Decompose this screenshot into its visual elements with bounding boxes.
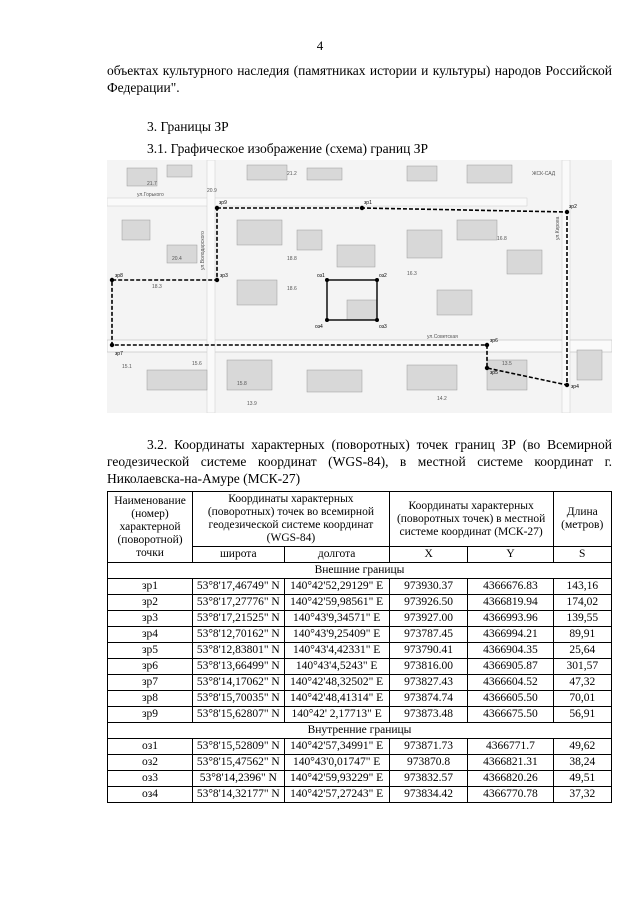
coord-y: 4366821.31 [468,755,553,771]
length: 49,62 [553,739,612,755]
longitude: 140°43'4,5243" E [284,659,389,675]
length: 38,24 [553,755,612,771]
table-row [108,771,612,787]
latitude: 53°8'17,21525" N [193,611,284,627]
longitude: 140°42'59,93229" E [284,771,389,787]
coord-y: 4366904.35 [468,643,553,659]
longitude: 140°42'59,98561" E [284,595,389,611]
coord-y: 4366605.50 [468,691,553,707]
coord-x: 973790.41 [389,643,468,659]
header-wgs: Координаты характерных (поворотных) точек во всемирной геодезической системе координат (WGS-84) [193,492,390,547]
map-block-label: 18.6 [287,286,297,292]
coord-y: 4366675.50 [468,707,553,723]
coord-y: 4366604.52 [468,675,553,691]
header-name: Наименование (номер) характерной (поворотной) точки [108,492,193,563]
coord-x: 973927.00 [389,611,468,627]
longitude: 140°42'52,29129" E [284,579,389,595]
map-point-label: зр2 [569,204,577,210]
latitude: 53°8'15,62807" N [193,707,284,723]
latitude: 53°8'14,2396" N [193,771,284,787]
coord-y: 4366676.83 [468,579,553,595]
table-row [108,659,612,675]
map-block-label: 21.7 [147,181,157,187]
map-block-label: 20.4 [172,256,182,262]
coord-x: 973873.48 [389,707,468,723]
latitude: 53°8'17,46749" N [193,579,284,595]
map-block-label: 20.9 [207,188,217,194]
latitude: 53°8'13,66499" N [193,659,284,675]
table-row [108,611,612,627]
section-outer: Внешние границы [108,563,612,579]
longitude: 140°43'4,42331" E [284,643,389,659]
map-block-label: 13.9 [247,401,257,407]
table-row [108,643,612,659]
latitude: 53°8'15,70035" N [193,691,284,707]
header-msk: Координаты характерных (поворотных точек) в местной системе координат (МСК-27) [389,492,553,547]
table-row [108,739,612,755]
coord-y: 4366993.96 [468,611,553,627]
map-block-label: 15.8 [237,381,247,387]
point-name: оз4 [108,787,193,803]
latitude: 53°8'12,70162" N [193,627,284,643]
table-row [108,787,612,803]
latitude: 53°8'15,52809" N [193,739,284,755]
length: 139,55 [553,611,612,627]
longitude: 140°42'48,41314" E [284,691,389,707]
coord-x: 973870.8 [389,755,468,771]
length: 89,91 [553,627,612,643]
latitude: 53°8'14,17062" N [193,675,284,691]
map-point-label: зр4 [571,384,579,390]
point-name: зр3 [108,611,193,627]
coord-y: 4366905.87 [468,659,553,675]
map-svg [107,160,612,413]
table-row [108,755,612,771]
coord-x: 973871.73 [389,739,468,755]
map-point-label: зр6 [490,338,498,344]
longitude: 140°42'57,34991" E [284,739,389,755]
map-block-label: 16.8 [497,236,507,242]
section-inner: Внутренние границы [108,723,612,739]
map-point-label: зр7 [115,351,123,357]
coord-y: 4366819.94 [468,595,553,611]
table-row [108,691,612,707]
map-point-label: оз3 [379,324,387,330]
point-name: зр6 [108,659,193,675]
map-point-label: зр9 [219,200,227,206]
map-block-label: 16.3 [407,271,417,277]
point-name: зр5 [108,643,193,659]
latitude: 53°8'17,27776" N [193,595,284,611]
point-name: зр4 [108,627,193,643]
coord-y: 4366770.78 [468,787,553,803]
map-point-label: зр5 [490,370,498,376]
street-label-gorkogo: ул.Горького [137,192,164,198]
longitude: 140°42'57,27243" E [284,787,389,803]
length: 47,32 [553,675,612,691]
map-block-label: 14.2 [437,396,447,402]
map-block-label: 15.6 [192,361,202,367]
point-name: зр8 [108,691,193,707]
header-x: X [389,547,468,563]
section-3-title: 3. Границы ЗР [147,119,229,134]
coord-x: 973926.50 [389,595,468,611]
map-point-label: зр1 [364,200,372,206]
length: 49,51 [553,771,612,787]
coord-x: 973930.37 [389,579,468,595]
coord-x: 973834.42 [389,787,468,803]
coord-x: 973832.57 [389,771,468,787]
map-block-label: 18.3 [152,284,162,290]
length: 301,57 [553,659,612,675]
coord-y: 4366771.7 [468,739,553,755]
point-name: оз2 [108,755,193,771]
point-name: зр1 [108,579,193,595]
street-label-kirova: ул.Кирова [555,216,561,240]
coord-x: 973874.74 [389,691,468,707]
header-s: S [553,547,612,563]
length: 37,32 [553,787,612,803]
map-point-label: зр3 [220,273,228,279]
coord-y: 4366994.21 [468,627,553,643]
table-row [108,707,612,723]
length: 25,64 [553,643,612,659]
coord-x: 973787.45 [389,627,468,643]
coordinates-table [107,491,612,803]
table-row [108,595,612,611]
point-name: зр9 [108,707,193,723]
longitude: 140°43'9,34571" E [284,611,389,627]
longitude: 140°43'0,01747" E [284,755,389,771]
street-label-volodarskogo: ул.Володарского [200,231,206,270]
table-row [108,675,612,691]
table-row [108,627,612,643]
intro-paragraph: объектах культурного наследия (памятниках истории и культуры) народов Российской Федерации". [107,63,612,95]
map-block-label: 13.5 [502,361,512,367]
point-name: зр2 [108,595,193,611]
street-label-sovetskaya: ул.Советская [427,334,458,340]
point-name: оз3 [108,771,193,787]
table-row [108,579,612,595]
map-block-label: 21.2 [287,171,297,177]
length: 70,01 [553,691,612,707]
longitude: 140°43'9,25409" E [284,627,389,643]
page-number: 4 [316,38,324,53]
coord-x: 973827.43 [389,675,468,691]
section-3-2-paragraph: 3.2. Координаты характерных (поворотных) точек границ ЗР (во Всемирной геодезической системе координат (WGS-84), в местной системе координат г. Николаевска-на-Амуре (МСК-27) [107,437,612,486]
length: 56,91 [553,707,612,723]
header-lat: широта [193,547,284,563]
map-block-label: 15.1 [122,364,132,370]
header-y: Y [468,547,553,563]
coord-y: 4366820.26 [468,771,553,787]
longitude: 140°42'48,32502" E [284,675,389,691]
coord-x: 973816.00 [389,659,468,675]
section-3-1-title: 3.1. Графическое изображение (схема) границ ЗР [147,141,428,156]
longitude: 140°42' 2,17713" E [284,707,389,723]
length: 174,02 [553,595,612,611]
map-point-label: оз4 [315,324,323,330]
latitude: 53°8'12,83801" N [193,643,284,659]
map-block-label: ЖСК-САД [532,171,556,177]
length: 143,16 [553,579,612,595]
header-length: Длина (метров) [553,492,612,547]
boundary-map [107,160,612,413]
map-point-label: оз2 [379,273,387,279]
point-name: зр7 [108,675,193,691]
map-block-label: 18.8 [287,256,297,262]
map-point-label: зр8 [115,273,123,279]
latitude: 53°8'15,47562" N [193,755,284,771]
latitude: 53°8'14,32177" N [193,787,284,803]
map-point-label: оз1 [317,273,325,279]
header-lon: долгота [284,547,389,563]
point-name: оз1 [108,739,193,755]
